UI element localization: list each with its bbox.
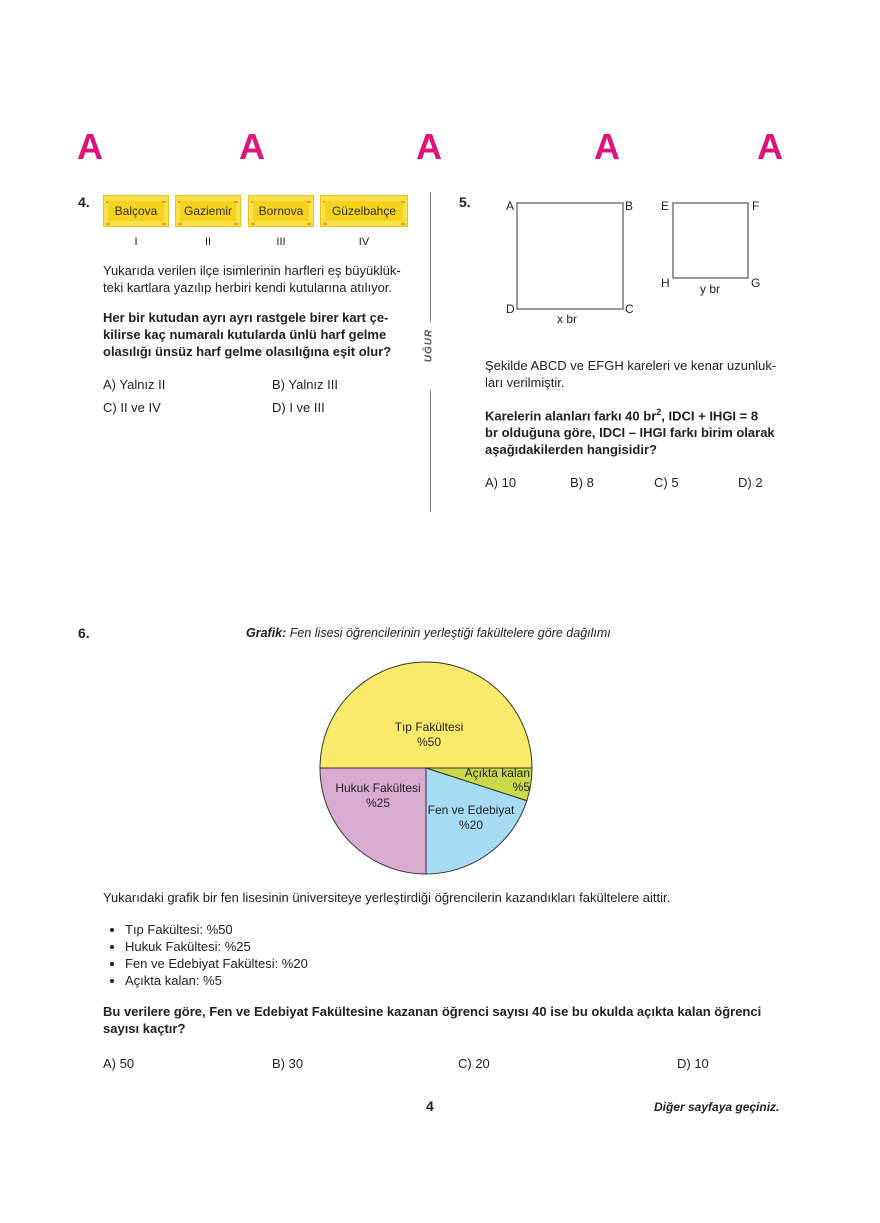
vertex-label-b: B bbox=[625, 199, 634, 213]
district-card bbox=[248, 195, 314, 227]
q5-option-a[interactable]: A) 10 bbox=[485, 475, 517, 490]
q6-option-a[interactable]: A) 50 bbox=[103, 1056, 135, 1071]
booklet-letter: A bbox=[77, 126, 103, 167]
q4-option-b[interactable]: B) Yalnız III bbox=[272, 377, 338, 392]
list-item: • Hukuk Fakültesi: %25 bbox=[125, 938, 525, 955]
text-line: br olduğuna göre, IDCI – IHGI farkı birim olarak bbox=[485, 425, 775, 441]
district-card bbox=[175, 195, 241, 227]
list-item: • Tıp Fakültesi: %50 bbox=[125, 921, 525, 938]
card-roman-numeral: II bbox=[204, 236, 212, 248]
vertex-label-e: E bbox=[661, 199, 670, 213]
list-item: • Açıkta kalan: %5 bbox=[125, 972, 525, 989]
text-line bbox=[485, 404, 790, 424]
vertex-label-g: G bbox=[751, 276, 761, 290]
next-page-note: Diğer sayfaya geçiniz. bbox=[654, 1100, 780, 1114]
squares-figure bbox=[500, 195, 780, 335]
percent-list bbox=[103, 921, 525, 989]
caption-label: Grafik: bbox=[246, 626, 287, 640]
column-divider-bottom bbox=[430, 390, 431, 512]
text-line: Bu verilere göre, Fen ve Edebiyat Fakültesine kazanan öğrenci sayısı 40 ise bu okulda açıkta kalan öğrenci bbox=[103, 1004, 762, 1019]
district-card bbox=[103, 195, 169, 227]
q5-option-c[interactable]: C) 5 bbox=[654, 475, 679, 490]
square-abcd bbox=[517, 203, 623, 309]
watermark-ugur: UĞUR bbox=[423, 328, 435, 363]
question-5-intro bbox=[485, 357, 790, 391]
side-label-y: y br bbox=[700, 282, 721, 296]
card-label: Güzelbahçe bbox=[331, 204, 397, 218]
q6-option-c[interactable]: C) 20 bbox=[458, 1056, 490, 1071]
text-part: Karelerin alanları farkı 40 br bbox=[485, 408, 657, 424]
q5-option-b[interactable]: B) 8 bbox=[570, 475, 594, 490]
vertex-label-a: A bbox=[506, 199, 515, 213]
slice-label-tip bbox=[374, 720, 484, 750]
text-line: teki kartlara yazılıp herbiri kendi kutularına atılıyor. bbox=[103, 280, 393, 295]
card-label: Bornova bbox=[258, 204, 304, 218]
booklet-letter: A bbox=[239, 126, 265, 167]
q4-option-d[interactable]: D) I ve III bbox=[272, 400, 325, 415]
question-4-number: 4. bbox=[78, 194, 90, 210]
question-6-intro: Yukarıdaki grafik bir fen lisesinin üniversiteye yerleştirdiği öğrencilerin kazandıkları fakültelere aittir. bbox=[103, 890, 671, 905]
slice-label-hukuk bbox=[328, 781, 428, 811]
card-label: Gaziemir bbox=[183, 204, 232, 218]
page-number: 4 bbox=[426, 1098, 434, 1114]
card-roman-numeral: IV bbox=[358, 236, 370, 248]
card-roman-numeral: III bbox=[276, 236, 286, 248]
slice-value: %50 bbox=[416, 735, 442, 749]
text-line: Yukarıda verilen ilçe isimlerinin harfleri eş büyüklük- bbox=[103, 263, 401, 278]
question-4-prompt bbox=[103, 309, 423, 360]
slice-name: Fen ve Edebiyat bbox=[427, 803, 515, 817]
text-line: olasılığı ünsüz harf gelme olasılığına eşit olur? bbox=[103, 344, 392, 359]
question-6-prompt bbox=[103, 1003, 803, 1037]
question-5-number: 5. bbox=[459, 194, 471, 210]
q5-option-d[interactable]: D) 2 bbox=[738, 475, 763, 490]
district-card bbox=[320, 195, 408, 227]
question-6-number: 6. bbox=[78, 625, 90, 641]
text-line: ları verilmiştir. bbox=[485, 375, 565, 390]
square-efgh bbox=[673, 203, 748, 278]
q4-option-c[interactable]: C) II ve IV bbox=[103, 400, 161, 415]
q6-option-d[interactable]: D) 10 bbox=[677, 1056, 709, 1071]
booklet-letter: A bbox=[416, 126, 442, 167]
text-line: aşağıdakilerden hangisidir? bbox=[485, 442, 657, 458]
slice-value: %25 bbox=[365, 796, 391, 810]
q4-option-a[interactable]: A) Yalnız II bbox=[103, 377, 166, 392]
text-line: Her bir kutudan ayrı ayrı rastgele birer kart çe- bbox=[103, 310, 389, 325]
slice-name: Tıp Fakültesi bbox=[394, 720, 464, 734]
slice-name: Açıkta kalan bbox=[464, 766, 530, 780]
slice-value: %20 bbox=[458, 818, 484, 832]
vertex-label-f: F bbox=[752, 199, 760, 213]
side-label-x: x br bbox=[557, 312, 578, 326]
superscript: 2 bbox=[656, 407, 662, 417]
slice-label-fen bbox=[424, 803, 518, 833]
card-label: Balçova bbox=[114, 204, 158, 218]
booklet-letter: A bbox=[757, 126, 783, 167]
question-5-prompt bbox=[485, 404, 790, 458]
vertex-label-d: D bbox=[506, 302, 515, 316]
text-line: Şekilde ABCD ve EFGH kareleri ve kenar uzunluk- bbox=[485, 358, 777, 373]
q6-option-b[interactable]: B) 30 bbox=[272, 1056, 304, 1071]
pie-slice-tip bbox=[320, 662, 532, 768]
text-line: sayısı kaçtır? bbox=[103, 1021, 186, 1036]
card-roman-numeral: I bbox=[134, 236, 138, 248]
vertex-label-h: H bbox=[661, 276, 670, 290]
slice-name: Hukuk Fakültesi bbox=[335, 781, 421, 795]
text-line: kilirse kaç numaralı kutularda ünlü harf gelme bbox=[103, 327, 387, 342]
booklet-letter: A bbox=[594, 126, 620, 167]
vertex-label-c: C bbox=[625, 302, 634, 316]
text-part: , IDCI + IHGI = 8 bbox=[661, 408, 759, 424]
chart-caption bbox=[246, 626, 611, 640]
caption-text: Fen lisesi öğrencilerinin yerleştiği fakültelere göre dağılımı bbox=[286, 626, 611, 640]
question-4-intro bbox=[103, 262, 423, 296]
slice-value: %5 bbox=[512, 780, 530, 794]
column-divider-top bbox=[430, 192, 431, 322]
list-item: • Fen ve Edebiyat Fakültesi: %20 bbox=[125, 955, 525, 972]
slice-label-acikta bbox=[446, 766, 530, 794]
